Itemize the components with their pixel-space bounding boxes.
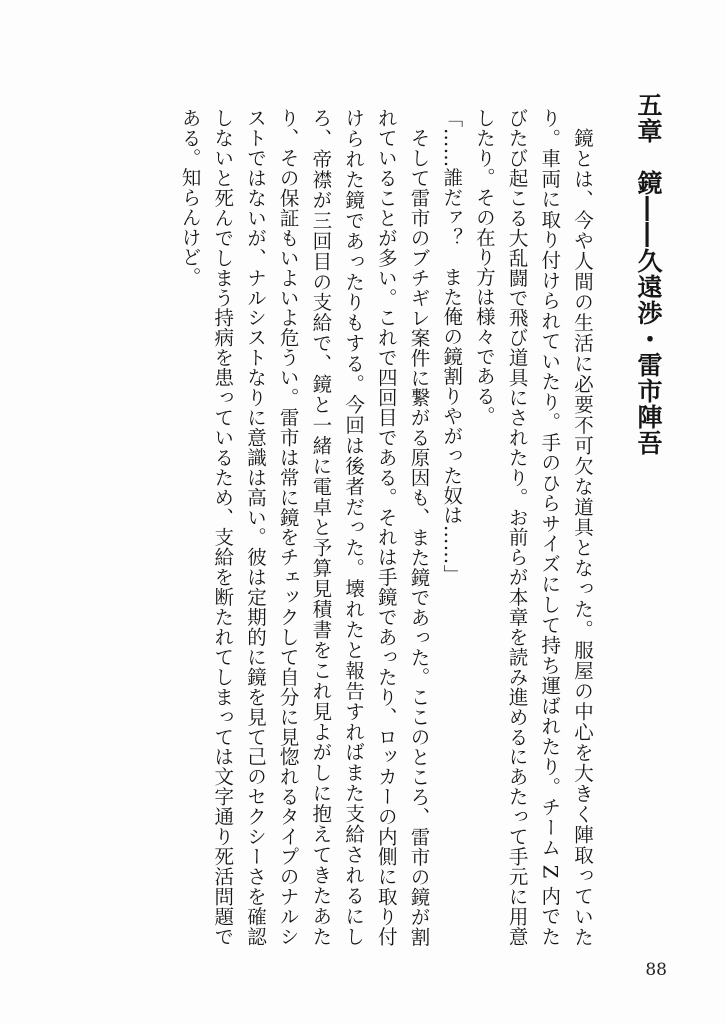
chapter-title: 五章 鏡――久遠渉・雷市陣吾: [634, 92, 663, 456]
paragraph-dialogue: 「……誰だァ？ また俺の鏡割りやがった奴は……」: [440, 108, 464, 585]
page-number: 88: [645, 960, 667, 980]
paragraph-main: そして雷市のブチギレ案件に繋がる原因も、また鏡であった。ここのところ、雷市の鏡が割れていることが多い。これで四回目である。それは手鏡であったり、ロッカーの内側に取り付けられた鏡であったりもする。今回は後者だった。壊れたと報告すればまた支給されるにしろ、帝襟が三回目の支給で、鏡と一緒に電卓と予算見積書をこれ見よがしに抱えてきたあたり、その保証もいよいよ危うい。雷市は常に鏡をチェックして自分に見惚れるタイプのナルシストではないが、ナルシストなりに意識は高い。彼は定期的に鏡を見て己のセクシーさを確認しないと死んでしまう持病を患っているため、支給を断たれてしまっては文字通り死活問題である。知らんけど。: [178, 108, 431, 946]
paragraph-intro: 鏡とは、今や人間の生活に必要不可欠な道具となった。服屋の中心を大きく陣取っていたり。車両に取り付けられていたり。手のひらサイズにして持ち運ばれたり。チーム Z 内でたびたび起こる大乱闘で飛び道具にされたり。お前らが本章を読み進めるにあたって手元に用意したり。その在り方は様々である。: [472, 108, 594, 946]
body-text: [173, 108, 598, 946]
